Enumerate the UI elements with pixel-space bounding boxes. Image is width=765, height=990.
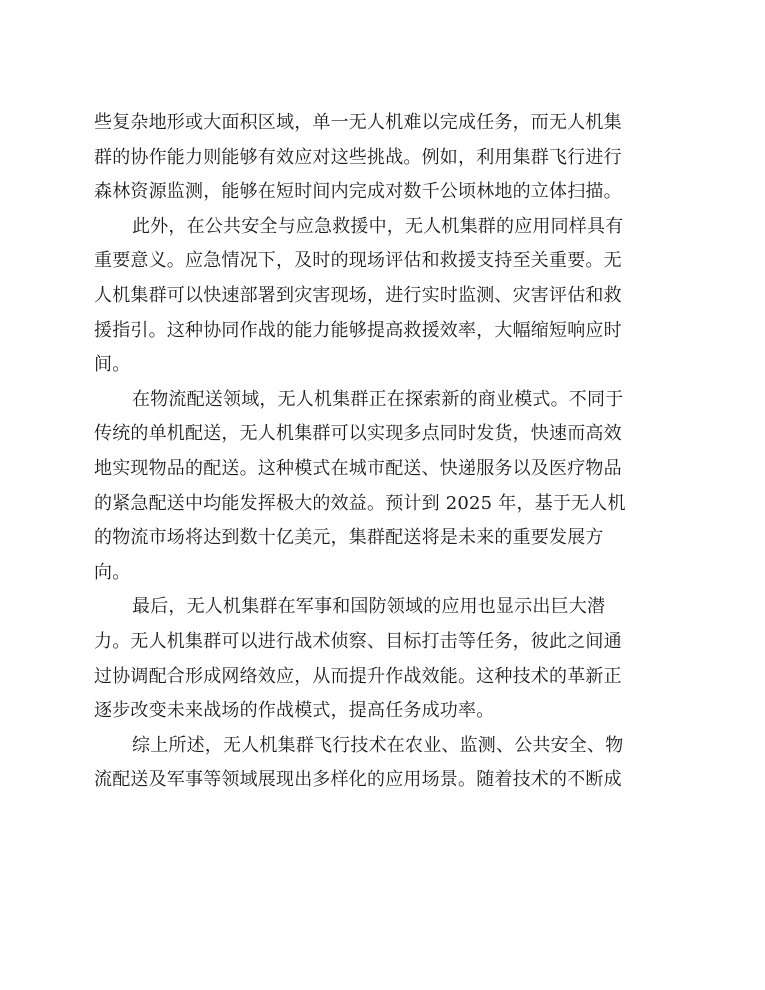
text-line: 间。: [94, 354, 131, 376]
text-line: 地实现物品的配送。这种模式在城市配送、快递服务以及医疗物品: [94, 457, 622, 479]
text-line: 群的协作能力则能够有效应对这些挑战。例如，利用集群飞行进行: [94, 146, 622, 168]
text-line: 力。无人机集群可以进行战术侦察、目标打击等任务，彼此之间通: [94, 630, 622, 652]
text-line: 传统的单机配送，无人机集群可以实现多点同时发货，快速而高效: [94, 423, 622, 445]
text-line: 流配送及军事等领域展现出多样化的应用场景。随着技术的不断成: [94, 769, 622, 791]
paragraph-first-line: 此外，在公共安全与应急救援中，无人机集群的应用同样具有: [132, 215, 624, 237]
text-line: 援指引。这种协同作战的能力能够提高救援效率，大幅缩短响应时: [94, 319, 622, 341]
text-line: 过协调配合形成网络效应，从而提升作战效能。这种技术的革新正: [94, 665, 622, 687]
text-line: 逐步改变未来战场的作战模式，提高任务成功率。: [94, 700, 495, 722]
text-line: 人机集群可以快速部署到灾害现场，进行实时监测、灾害评估和救: [94, 284, 622, 306]
paragraph-first-line: 最后，无人机集群在军事和国防领域的应用也显示出巨大潜: [132, 596, 606, 618]
paragraph-first-line: 综上所述，无人机集群飞行技术在农业、监测、公共安全、物: [132, 734, 624, 756]
paragraph-first-line: 在物流配送领域，无人机集群正在探索新的商业模式。不同于: [132, 388, 624, 410]
text-line: 向。: [94, 561, 131, 583]
text-line: 森林资源监测，能够在短时间内完成对数千公顷林地的立体扫描。: [94, 181, 622, 203]
text-line: 重要意义。应急情况下，及时的现场评估和救援支持至关重要。无: [94, 250, 622, 272]
text-line: 些复杂地形或大面积区域，单一无人机难以完成任务，而无人机集: [94, 112, 622, 133]
text-line: 的物流市场将达到数十亿美元，集群配送将是未来的重要发展方: [94, 527, 604, 549]
text-line: 的紧急配送中均能发挥极大的效益。预计到 2025 年，基于无人机: [94, 492, 626, 514]
body-text: [94, 106, 674, 798]
